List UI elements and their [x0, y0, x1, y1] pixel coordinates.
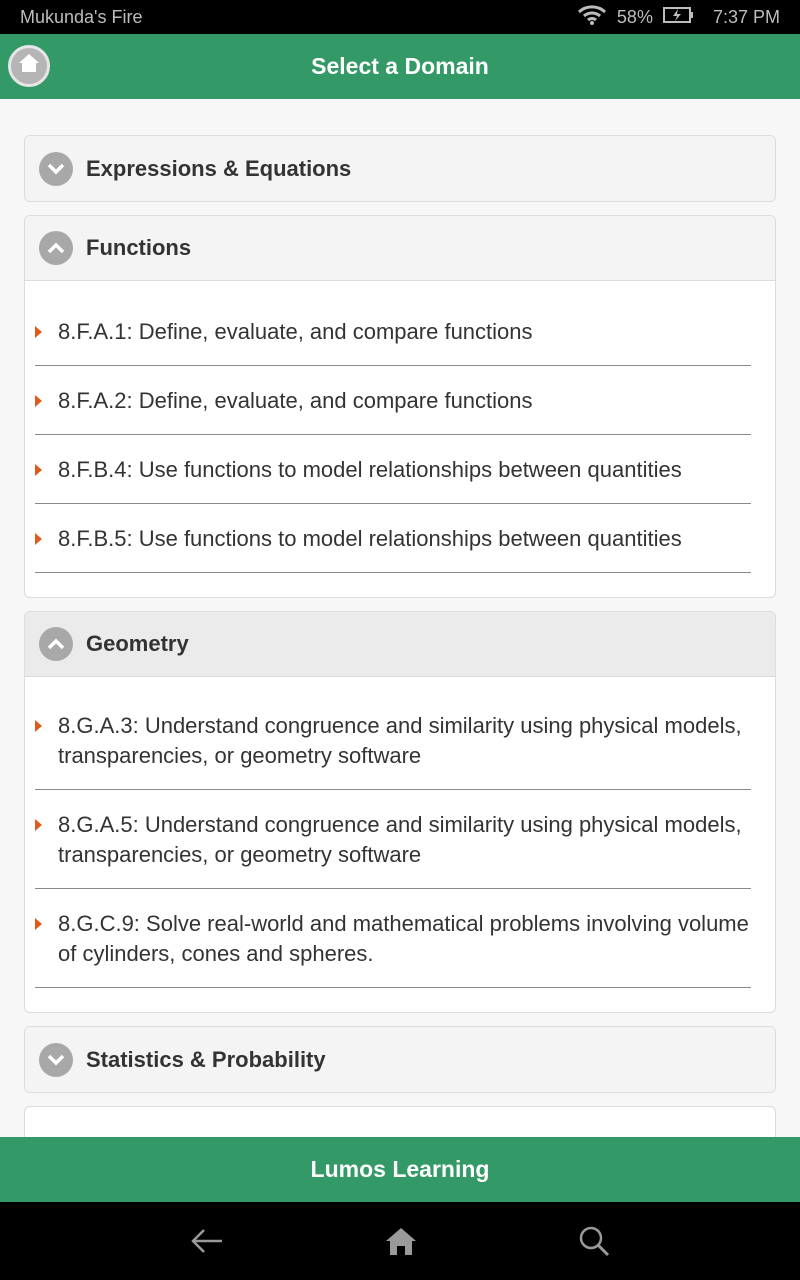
domain-header-functions[interactable]: [25, 216, 775, 281]
standard-label: 8.F.A.2: Define, evaluate, and compare functions: [58, 388, 533, 413]
domain-panel-statistics-probability: [24, 1026, 776, 1093]
domain-title: Expressions & Equations: [86, 155, 352, 181]
domain-panel-partial: [24, 1106, 776, 1137]
domain-panel-functions: [24, 215, 776, 598]
standard-item[interactable]: [35, 297, 751, 366]
caret-right-icon: [35, 720, 42, 732]
domain-header-expressions-equations[interactable]: [25, 136, 775, 201]
page-title: Select a Domain: [311, 53, 489, 79]
domain-header-statistics-probability[interactable]: [25, 1027, 775, 1092]
domain-title: Geometry: [86, 631, 189, 656]
standard-item[interactable]: [35, 889, 751, 988]
chevron-up-icon: [39, 627, 73, 661]
device-name: Mukunda's Fire: [20, 6, 143, 27]
caret-right-icon: [35, 326, 42, 338]
domain-panel-expressions-equations: [24, 135, 776, 202]
standard-label: 8.F.B.4: Use functions to model relationships between quantities: [58, 457, 682, 482]
domain-header-geometry[interactable]: [25, 612, 775, 677]
standard-label: 8.F.B.5: Use functions to model relationships between quantities: [58, 526, 682, 551]
battery-percent: 58%: [616, 6, 653, 27]
search-icon[interactable]: [578, 1225, 610, 1257]
standard-item[interactable]: [35, 504, 751, 573]
standard-label: 8.F.A.1: Define, evaluate, and compare functions: [58, 319, 533, 344]
caret-right-icon: [35, 819, 42, 831]
standard-item[interactable]: [35, 435, 751, 504]
caret-right-icon: [35, 395, 42, 407]
standard-item[interactable]: [35, 366, 751, 435]
standard-label: 8.G.A.3: Understand congruence and similarity using physical models, transparencies, or geometry software: [58, 713, 742, 768]
domain-list[interactable]: [0, 99, 800, 1137]
standard-label: 8.G.C.9: Solve real-world and mathematical problems involving volume of cylinders, cones and spheres.: [58, 911, 749, 966]
chevron-down-icon: [39, 1043, 73, 1077]
battery-charging-icon: [663, 6, 695, 29]
system-nav-bar: [0, 1202, 800, 1280]
footer-bar: [0, 1137, 800, 1202]
standard-item[interactable]: [35, 790, 751, 889]
home-icon[interactable]: [385, 1226, 417, 1256]
caret-right-icon: [35, 533, 42, 545]
caret-right-icon: [35, 918, 42, 930]
wifi-icon: [577, 5, 607, 30]
domain-title: Functions: [86, 235, 192, 260]
footer-brand: Lumos Learning: [310, 1156, 490, 1182]
standard-item[interactable]: [35, 691, 751, 790]
standard-label: 8.G.A.5: Understand congruence and similarity using physical models, transparencies, or geometry software: [58, 812, 742, 867]
domain-panel-geometry: [24, 611, 776, 1013]
home-button[interactable]: [8, 45, 50, 87]
chevron-up-icon: [39, 231, 73, 265]
app-header: [0, 34, 800, 99]
clock: 7:37 PM: [712, 6, 780, 27]
caret-right-icon: [35, 464, 42, 476]
home-icon: [18, 52, 40, 80]
back-icon[interactable]: [190, 1228, 224, 1254]
status-bar: [0, 0, 800, 34]
chevron-down-icon: [39, 152, 73, 186]
domain-title: Statistics & Probability: [86, 1046, 326, 1072]
